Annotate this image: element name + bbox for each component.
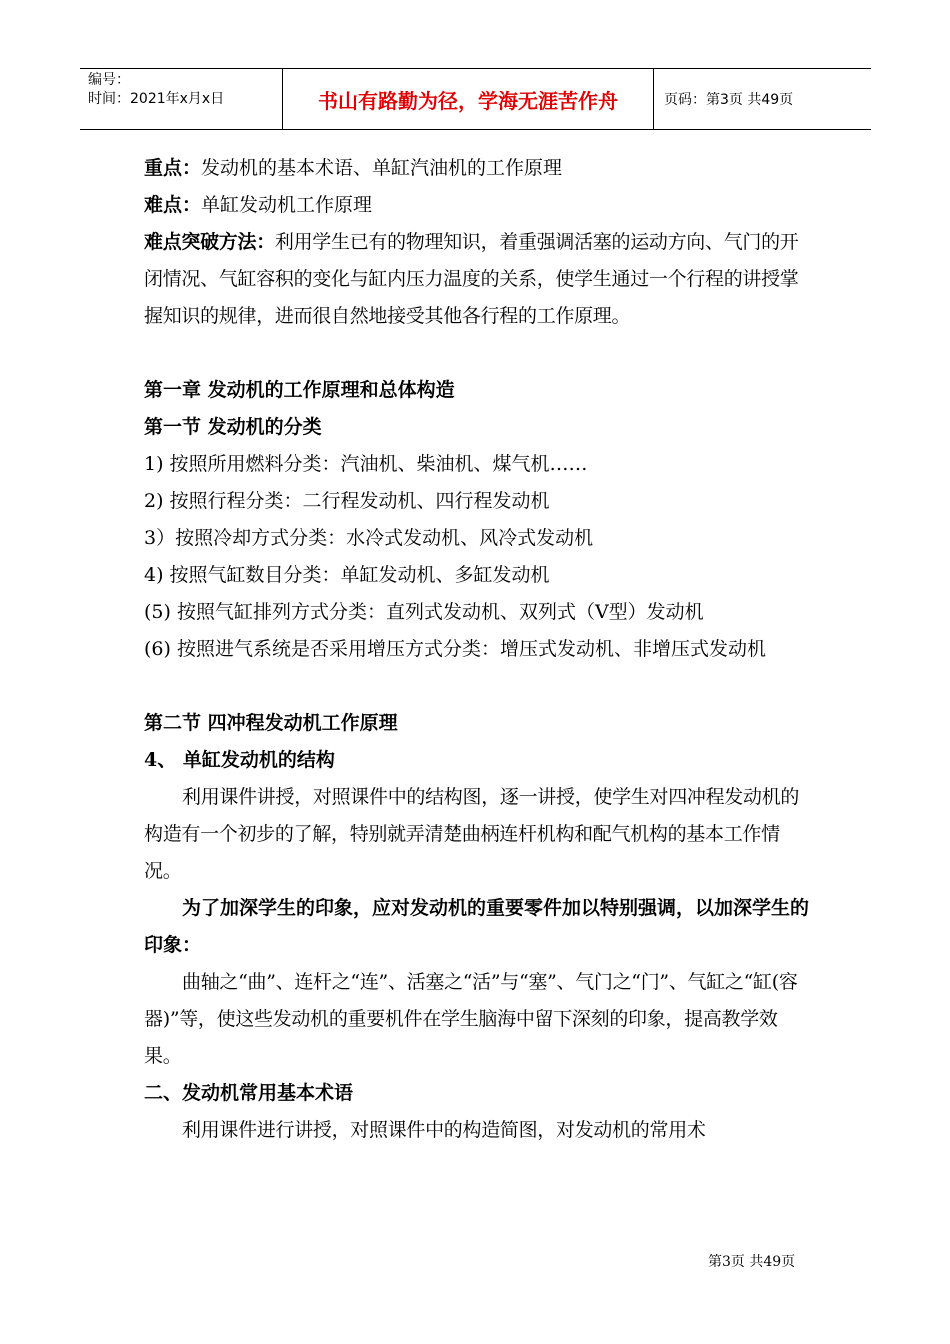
difficult-point bbox=[144, 187, 812, 224]
time-value: 2021年x月x日 bbox=[130, 91, 225, 107]
document-body bbox=[144, 150, 812, 1149]
paragraph: 利用课件讲授，对照课件中的结构图，逐一讲授，使学生对四冲程发动机的构造有一个初步的了解，特别就弄清楚曲柄连杆机构和配气机构的基本工作情况。 bbox=[144, 786, 800, 882]
paragraph: 利用课件进行讲授，对照课件中的构造简图，对发动机的常用术 bbox=[182, 1119, 706, 1141]
difficult-label: 难点： bbox=[144, 194, 202, 216]
header-meta bbox=[80, 69, 282, 129]
spacer bbox=[144, 335, 812, 372]
list-item: (5) 按照气缸排列方式分类：直列式发动机、双列式（V型）发动机 bbox=[144, 601, 704, 623]
spacer bbox=[144, 668, 812, 705]
subsection2-title: 二、发动机常用基本术语 bbox=[144, 1082, 354, 1104]
list-item: 2) 按照行程分类：二行程发动机、四行程发动机 bbox=[144, 490, 550, 512]
list-item: (6) 按照进气系统是否采用增压方式分类：增压式发动机、非增压式发动机 bbox=[144, 638, 766, 660]
method-label: 难点突破方法： bbox=[144, 231, 275, 253]
section1-title: 第一节 发动机的分类 bbox=[144, 416, 322, 438]
key-text: 发动机的基本术语、单缸汽油机的工作原理 bbox=[201, 157, 563, 179]
emphasis-paragraph: 为了加深学生的印象，应对发动机的重要零件加以特别强调，以加深学生的印象： bbox=[144, 897, 810, 956]
section2-title: 第二节 四冲程发动机工作原理 bbox=[144, 712, 398, 734]
list-item: 4) 按照气缸数目分类：单缸发动机、多缸发动机 bbox=[144, 564, 550, 586]
list-item: 3）按照冷却方式分类：水冷式发动机、风冷式发动机 bbox=[144, 527, 594, 549]
header-page-info: 页码：第3页 共49页 bbox=[664, 92, 794, 108]
method-text: 利用学生已有的物理知识，着重强调活塞的运动方向、气门的开闭情况、气缸容积的变化与缸内压力温度的关系，使学生通过一个行程的讲授掌握知识的规律，进而很自然地接受其他各行程的工作原理。 bbox=[144, 231, 799, 327]
list-item: 1) 按照所用燃料分类：汽油机、柴油机、煤气机…… bbox=[144, 453, 588, 475]
difficult-text: 单缸发动机工作原理 bbox=[201, 194, 373, 216]
method-paragraph bbox=[144, 224, 812, 335]
time-line bbox=[88, 90, 282, 109]
subsection4-title: 4、 单缸发动机的结构 bbox=[144, 749, 335, 771]
header-motto: 书山有路勤为径，学海无涯苦作舟 bbox=[282, 69, 654, 129]
time-label: 时间： bbox=[88, 91, 130, 107]
chapter-title: 第一章 发动机的工作原理和总体构造 bbox=[144, 379, 455, 401]
key-point bbox=[144, 150, 812, 187]
key-label: 重点： bbox=[144, 157, 202, 179]
paragraph: 曲轴之“曲”、连杆之“连”、活塞之“活”与“塞”、气门之“门”、气缸之“缸(容器)”等，使这些发动机的重要机件在学生脑海中留下深刻的印象，提高教学效果。 bbox=[144, 971, 798, 1067]
page-footer: 第3页 共49页 bbox=[708, 1254, 796, 1270]
number-label: 编号： bbox=[88, 72, 130, 88]
page-header bbox=[80, 68, 871, 130]
